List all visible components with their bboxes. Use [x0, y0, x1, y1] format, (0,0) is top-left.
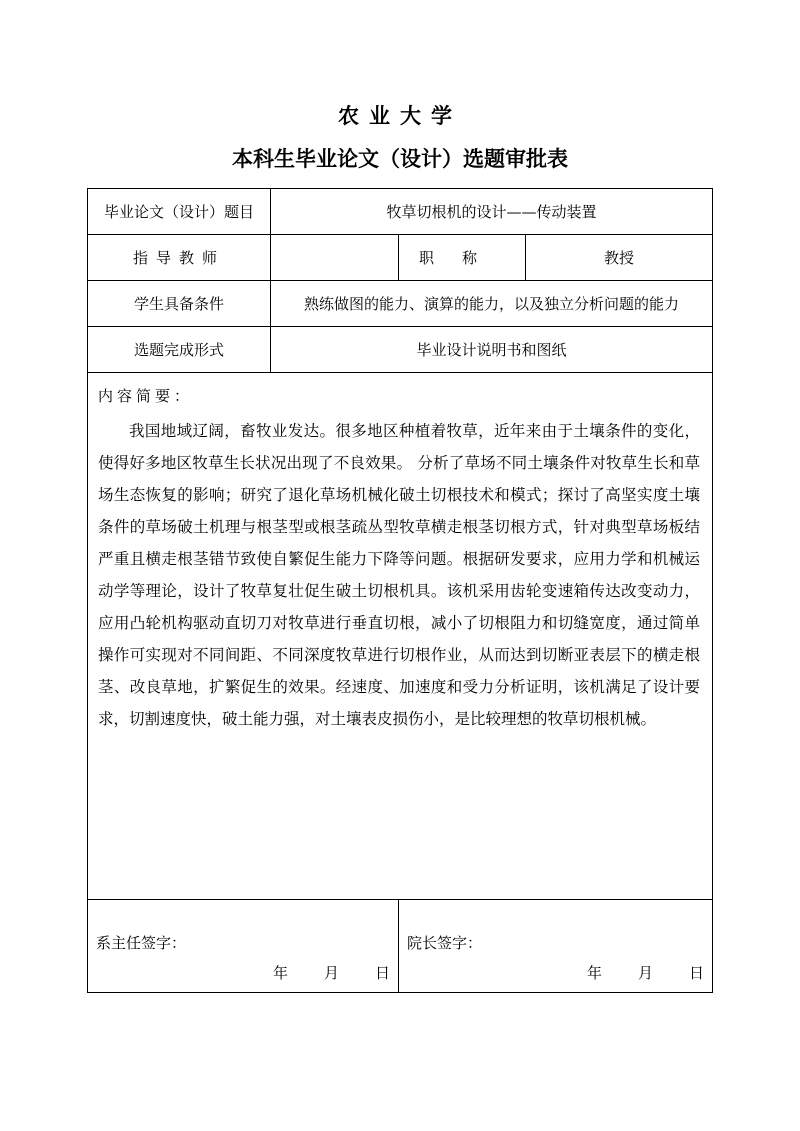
dean-date [587, 962, 704, 983]
format-value: 毕业设计说明书和图纸 [271, 327, 713, 373]
dept-head-date-day: 日 [374, 964, 390, 982]
university-name: 农业大学 [338, 104, 462, 128]
dean-signature-cell [399, 900, 713, 993]
summary-row [88, 373, 713, 900]
summary-body: 我国地域辽阔，畜牧业发达。很多地区种植着牧草，近年来由于土壤条件的变化，使得好多地区牧草生长状况出现了不良效果。 分析了草场不同土壤条件对牧草生长和草场生态恢复的影响；研究了退化草场机械化破土切根技术和模式；探讨了高坚实度土壤条件的草场破土机理与根茎型或根茎疏丛型牧草横走根茎切根方式，针对典型草场板结严重且横走根茎错节致使自繁促生能力下降等问题。根据研发要求，应用力学和机械运动学等理论，设计了牧草复壮促生破土切根机具。该机采用齿轮变速箱传达改变动力，应用凸轮机构驱动直切刀对牧草进行垂直切根，减小了切根阻力和切缝宽度，通过简单操作可实现对不同间距、不同深度牧草进行切根作业，从而达到切断亚表层下的横走根茎、改良草地，扩繁促生的效果。经速度、加速度和受力分析证明，该机满足了设计要求，切割速度快，破土能力强，对土壤表皮损伤小，是比较理想的牧草切根机械。 [98, 422, 701, 728]
prerequisites-value: 熟练做图的能力、演算的能力，以及独立分析问题的能力 [271, 281, 713, 327]
advisor-label: 指导教师 [88, 235, 271, 281]
summary-heading: 内容简要： [98, 387, 194, 405]
advisor-row [88, 235, 713, 281]
format-label: 选题完成形式 [88, 327, 271, 373]
summary-cell [88, 373, 713, 900]
dean-date-month: 月 [638, 964, 654, 982]
topic-value: 牧草切根机的设计——传动装置 [271, 189, 713, 235]
advisor-value [271, 235, 399, 281]
signature-row [88, 900, 713, 993]
dept-head-signature-cell [88, 900, 399, 993]
topic-label: 毕业论文（设计）题目 [88, 189, 271, 235]
prerequisites-label: 学生具备条件 [88, 281, 271, 327]
title-value: 教授 [526, 235, 713, 281]
form-title: 本科生毕业论文（设计）选题审批表 [232, 147, 568, 171]
title-label: 职称 [399, 235, 526, 281]
format-row [88, 327, 713, 373]
topic-row [88, 189, 713, 235]
dept-head-date [273, 962, 390, 983]
approval-form-table [87, 188, 713, 993]
dept-head-date-month: 月 [323, 964, 339, 982]
dean-signature-label: 院长签字： [407, 934, 483, 952]
prerequisites-row [88, 281, 713, 327]
dept-head-date-year: 年 [272, 964, 288, 982]
dean-date-day: 日 [689, 964, 705, 982]
dean-date-year: 年 [586, 964, 602, 982]
dept-head-signature-label: 系主任签字： [96, 934, 187, 952]
